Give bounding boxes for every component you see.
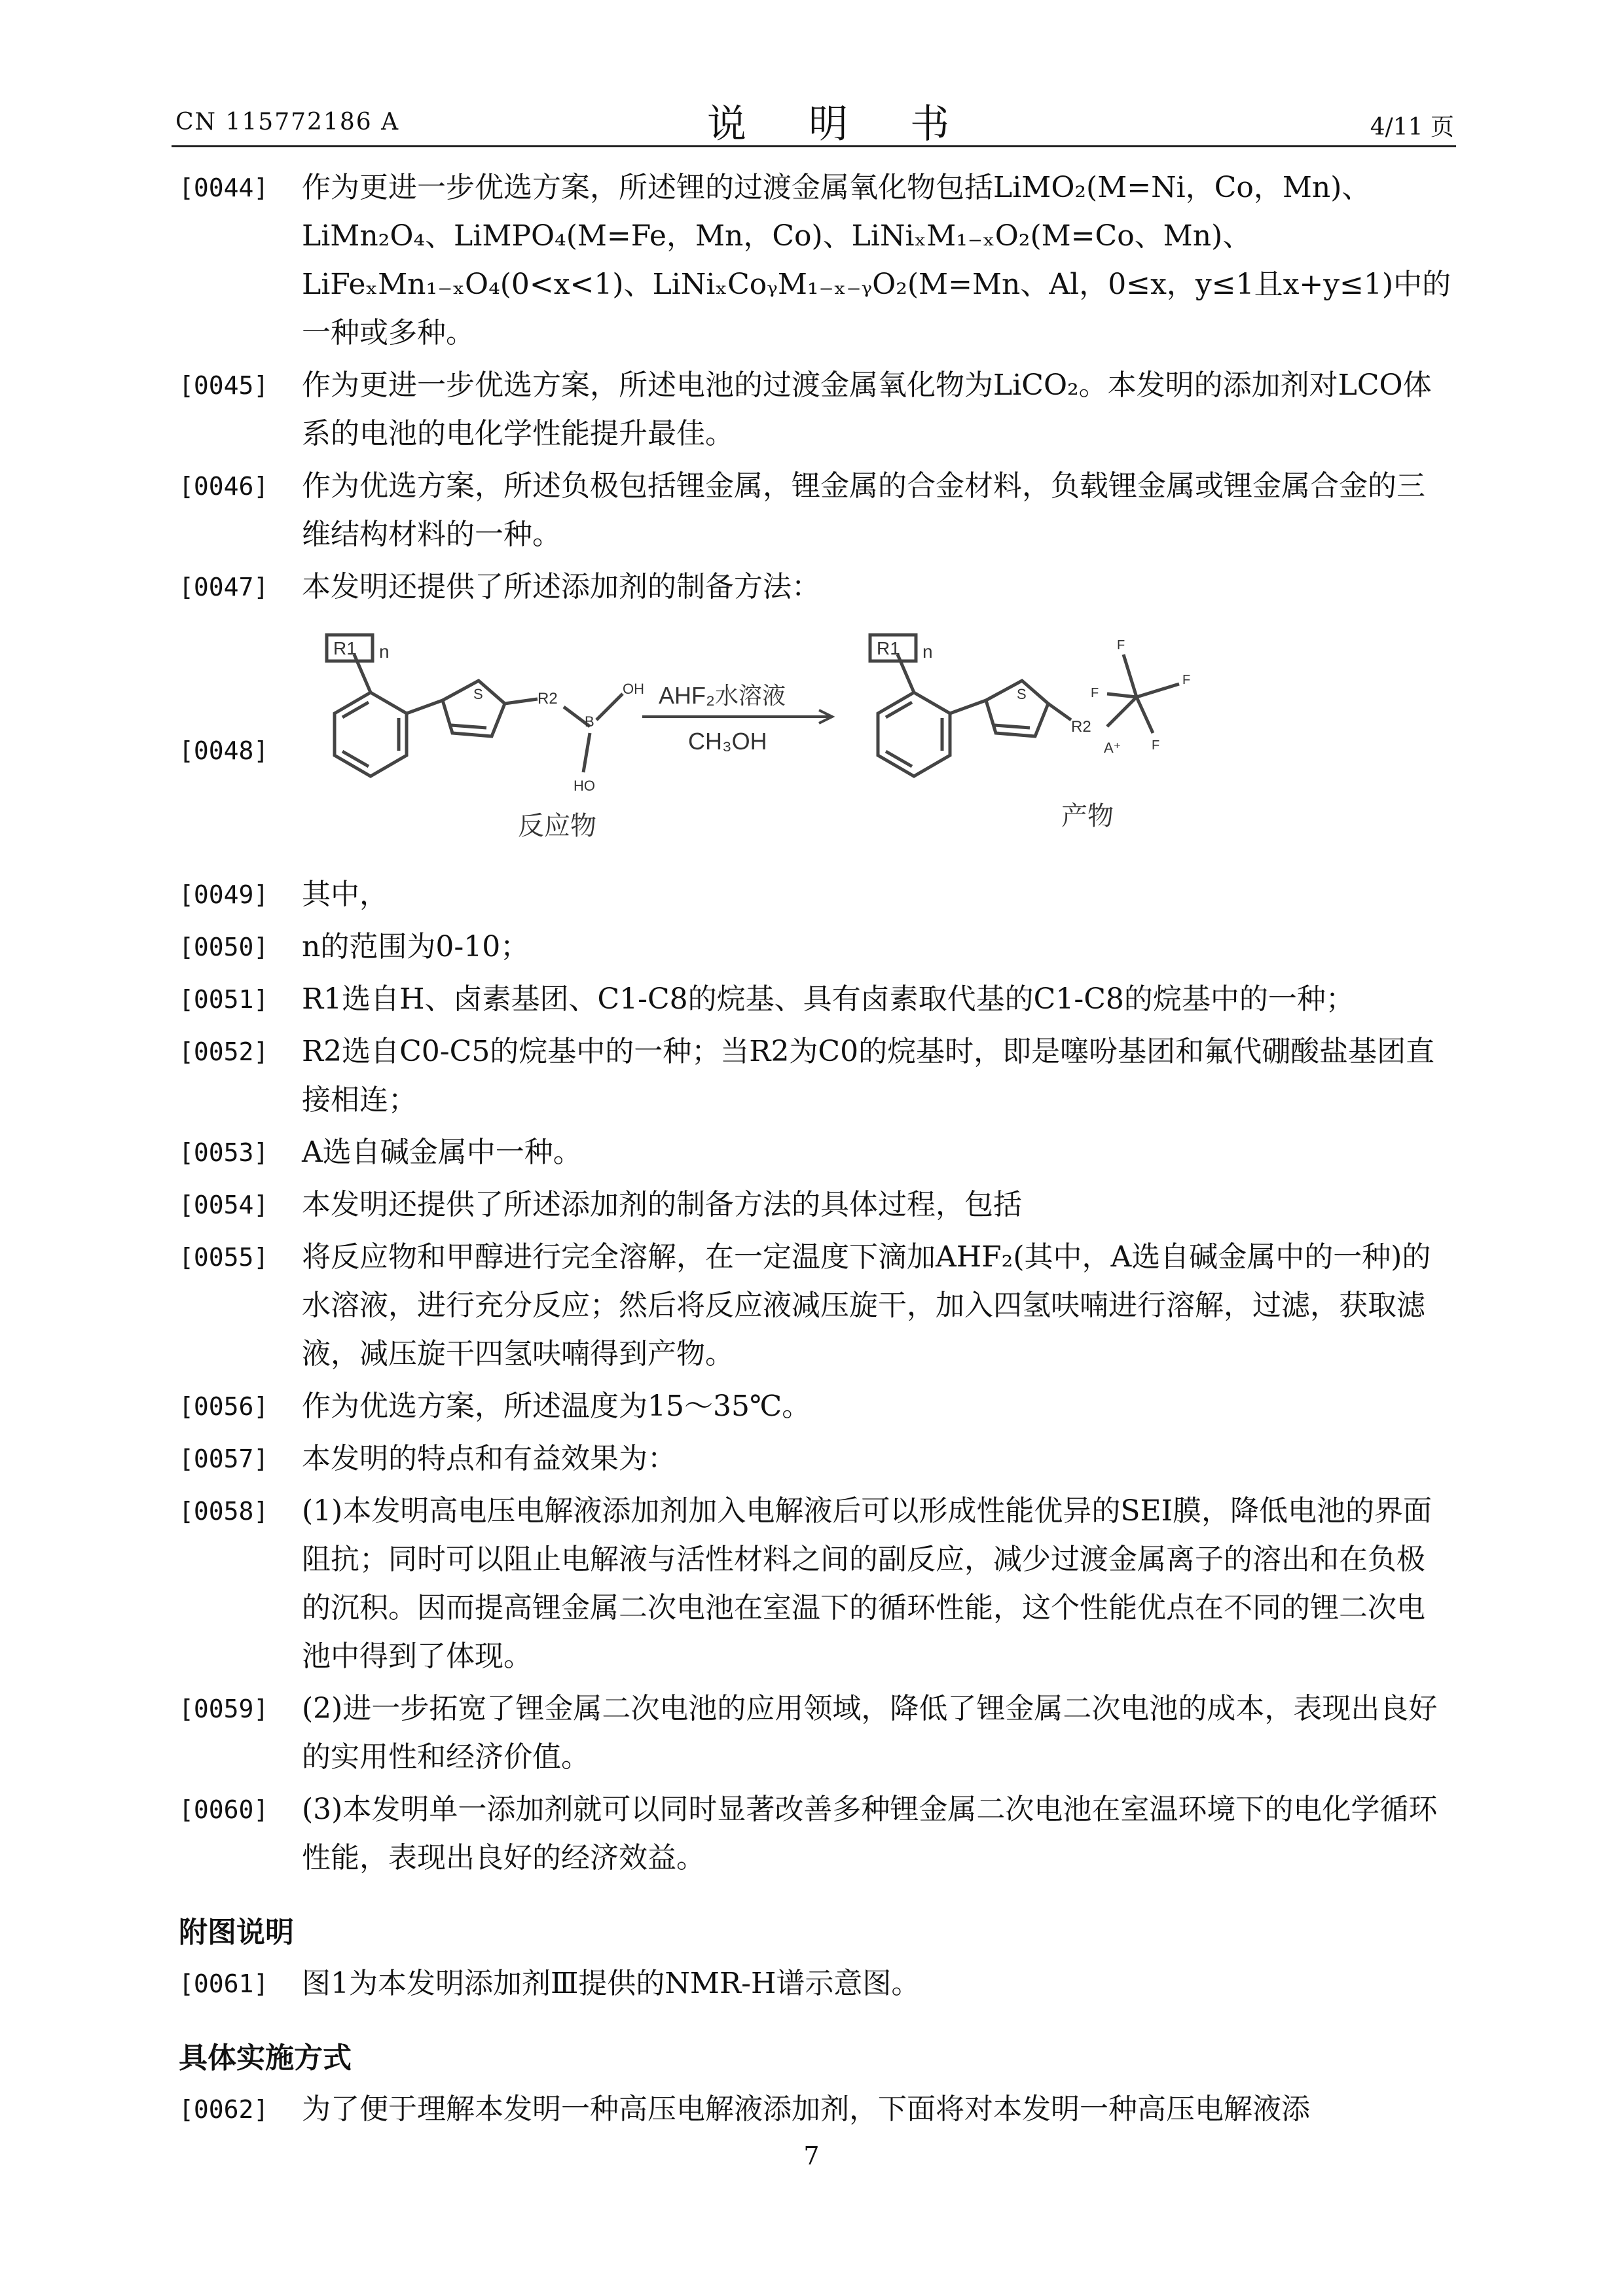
product-benzene-ring — [878, 692, 950, 776]
paragraph-0054 — [179, 1181, 1452, 1229]
paragraph-number: [0059] — [179, 1695, 269, 1723]
paragraph-text: (2)进一步拓宽了锂金属二次电池的应用领域，降低了锂金属二次电池的成本，表现出良好的实用性和经济价值。 — [302, 1692, 1438, 1774]
paragraph-number: [0047] — [179, 573, 269, 601]
reactant-label: 反应物 — [518, 811, 596, 841]
product-r1-label: R1 — [877, 638, 900, 658]
reactant-b-label: B — [585, 713, 594, 730]
paragraph-0060 — [179, 1785, 1452, 1882]
paragraph-text: (3)本发明单一添加剂就可以同时显著改善多种锂金属二次电池在室温环境下的电化学循环性能，表现出良好的经济效益。 — [302, 1793, 1438, 1874]
paragraph-text: 作为优选方案，所述负极包括锂金属，锂金属的合金材料，负载锂金属或锂金属合金的三维结构材料的一种。 — [302, 469, 1425, 551]
paragraph-number: [0049] — [179, 880, 269, 909]
reactant-oh-label: OH — [623, 681, 644, 697]
paragraph-text: 为了便于理解本发明一种高压电解液添加剂，下面将对本发明一种高压电解液添 — [302, 2092, 1310, 2126]
paragraph-0059 — [179, 1685, 1452, 1782]
reactant-n-label: n — [379, 641, 390, 662]
paragraph-0055 — [179, 1233, 1452, 1378]
paragraph-number: [0056] — [179, 1392, 269, 1421]
paragraph-0052 — [179, 1028, 1452, 1124]
product-f-label-1: F — [1117, 638, 1125, 653]
paragraph-number: [0046] — [179, 472, 269, 501]
paragraph-0044 — [179, 164, 1452, 357]
paragraph-text: 作为更进一步优选方案，所述锂的过渡金属氧化物包括LiMO₂(M=Ni，Co，Mn)、LiMn₂O₄、LiMPO₄(M=Fe，Mn，Co)、LiNiₓM₁₋ₓO₂(M=Co、Mn)、LiFeₓMn₁₋ₓO₄(0<x<1)、LiNiₓCoᵧM₁₋ₓ₋ᵧO₂(M=Mn、Al，0≤x，y≤1且x+y≤1)中的一种或多种。 — [302, 171, 1451, 350]
paragraph-0057 — [179, 1435, 1452, 1483]
paragraph-number: [0051] — [179, 985, 269, 1014]
section-title-embodiments: 具体实施方式 — [179, 2041, 352, 2075]
paragraph-text: 作为更进一步优选方案，所述电池的过渡金属氧化物为LiCO₂。本发明的添加剂对LCO体系的电池的电化学性能提升最佳。 — [302, 368, 1432, 450]
product-f-label-2: F — [1182, 673, 1191, 687]
paragraph-number: [0045] — [179, 371, 269, 400]
paragraph-number: [0062] — [179, 2095, 269, 2124]
paragraph-text: R2选自C0-C5的烷基中的一种；当R2为C0的烷基时，即是噻吩基团和氟代硼酸盐基团直接相连； — [302, 1035, 1435, 1117]
paragraph-0048-scheme — [179, 615, 1452, 857]
reactant-r2-label: R2 — [538, 690, 558, 708]
paragraph-text: 本发明还提供了所述添加剂的制备方法的具体过程，包括 — [302, 1188, 1022, 1221]
paragraph-number: [0053] — [179, 1138, 269, 1167]
paragraph-0053 — [179, 1128, 1452, 1177]
reactant-benzene-ring — [335, 692, 407, 776]
reagent-top: AHF₂水溶液 — [659, 682, 786, 709]
paragraph-text: (1)本发明高电压电解液添加剂加入电解液后可以形成性能优异的SEI膜，降低电池的界面阻抗；同时可以阻止电解液与活性材料之间的副反应，减少过渡金属离子的溶出和在负极的沉积。因而提高锂金属二次电池在室温下的循环性能，这个性能优点在不同的锂二次电池中得到了体现。 — [302, 1494, 1432, 1673]
header-rule — [172, 145, 1456, 147]
page-number: 7 — [803, 2142, 820, 2170]
paragraph-number: [0060] — [179, 1795, 269, 1824]
paragraph-0050 — [179, 923, 1452, 971]
section-title-figure-description: 附图说明 — [179, 1916, 294, 1949]
paragraph-text: 将反应物和甲醇进行完全溶解，在一定温度下滴加AHF₂(其中，A选自碱金属中的一种)的水溶液，进行充分反应；然后将反应液减压旋干，加入四氢呋喃进行溶解，过滤，获取滤液，减压旋干四氢呋喃得到产物。 — [302, 1240, 1431, 1371]
paragraph-text: 作为优选方案，所述温度为15～35℃。 — [302, 1390, 811, 1423]
product-s-label: S — [1017, 686, 1027, 702]
product-a-label: A⁺ — [1104, 740, 1122, 756]
paragraph-text: 本发明还提供了所述添加剂的制备方法： — [302, 570, 820, 603]
reactant-ho-label: HO — [574, 778, 595, 794]
header-page: 4/11 页 — [1370, 114, 1454, 141]
product-f-label-3: F — [1152, 738, 1160, 753]
paragraph-0051 — [179, 975, 1452, 1024]
paragraph-text: A选自碱金属中一种。 — [302, 1136, 582, 1169]
paragraph-number: [0057] — [179, 1444, 269, 1473]
paragraph-number: [0058] — [179, 1497, 269, 1526]
paragraph-number: [0054] — [179, 1191, 269, 1219]
reagent-bottom: CH₃OH — [688, 728, 767, 755]
product-f-label-4: F — [1091, 686, 1099, 700]
paragraph-number: [0061] — [179, 1969, 269, 1998]
paragraph-0056 — [179, 1382, 1452, 1431]
paragraph-text: 本发明的特点和有益效果为： — [302, 1442, 676, 1475]
paragraph-text: 其中， — [302, 878, 388, 911]
paragraph-0049 — [179, 870, 1452, 919]
paragraph-text: R1选自H、卤素基团、C1-C8的烷基、具有卤素取代基的C1-C8的烷基中的一种； — [302, 982, 1355, 1016]
paragraph-0058 — [179, 1487, 1452, 1681]
paragraph-0062 — [179, 2085, 1452, 2134]
header-title: 说 明 书 — [707, 101, 975, 147]
paragraph-0047 — [179, 563, 1452, 611]
paragraph-0045 — [179, 361, 1452, 458]
header-patent-number: CN 115772186 A — [175, 109, 400, 135]
paragraph-0046 — [179, 462, 1452, 559]
paragraph-number: [0050] — [179, 933, 269, 961]
paragraph-text: n的范围为0-10； — [302, 930, 530, 963]
product-label: 产物 — [1061, 801, 1114, 831]
reaction-scheme — [302, 615, 1362, 857]
product-n-label: n — [922, 641, 933, 662]
reactant-r1-label: R1 — [333, 638, 357, 658]
paragraph-number: [0048] — [179, 736, 269, 765]
document-body — [179, 164, 1452, 2138]
paragraph-number: [0052] — [179, 1037, 269, 1066]
paragraph-text: 图1为本发明添加剂Ⅲ提供的NMR-H谱示意图。 — [302, 1967, 921, 2000]
product-r2-label: R2 — [1071, 718, 1091, 736]
reactant-s-label: S — [473, 686, 483, 702]
paragraph-0061 — [179, 1960, 1452, 2008]
paragraph-number: [0055] — [179, 1243, 269, 1272]
paragraph-number: [0044] — [179, 173, 269, 202]
